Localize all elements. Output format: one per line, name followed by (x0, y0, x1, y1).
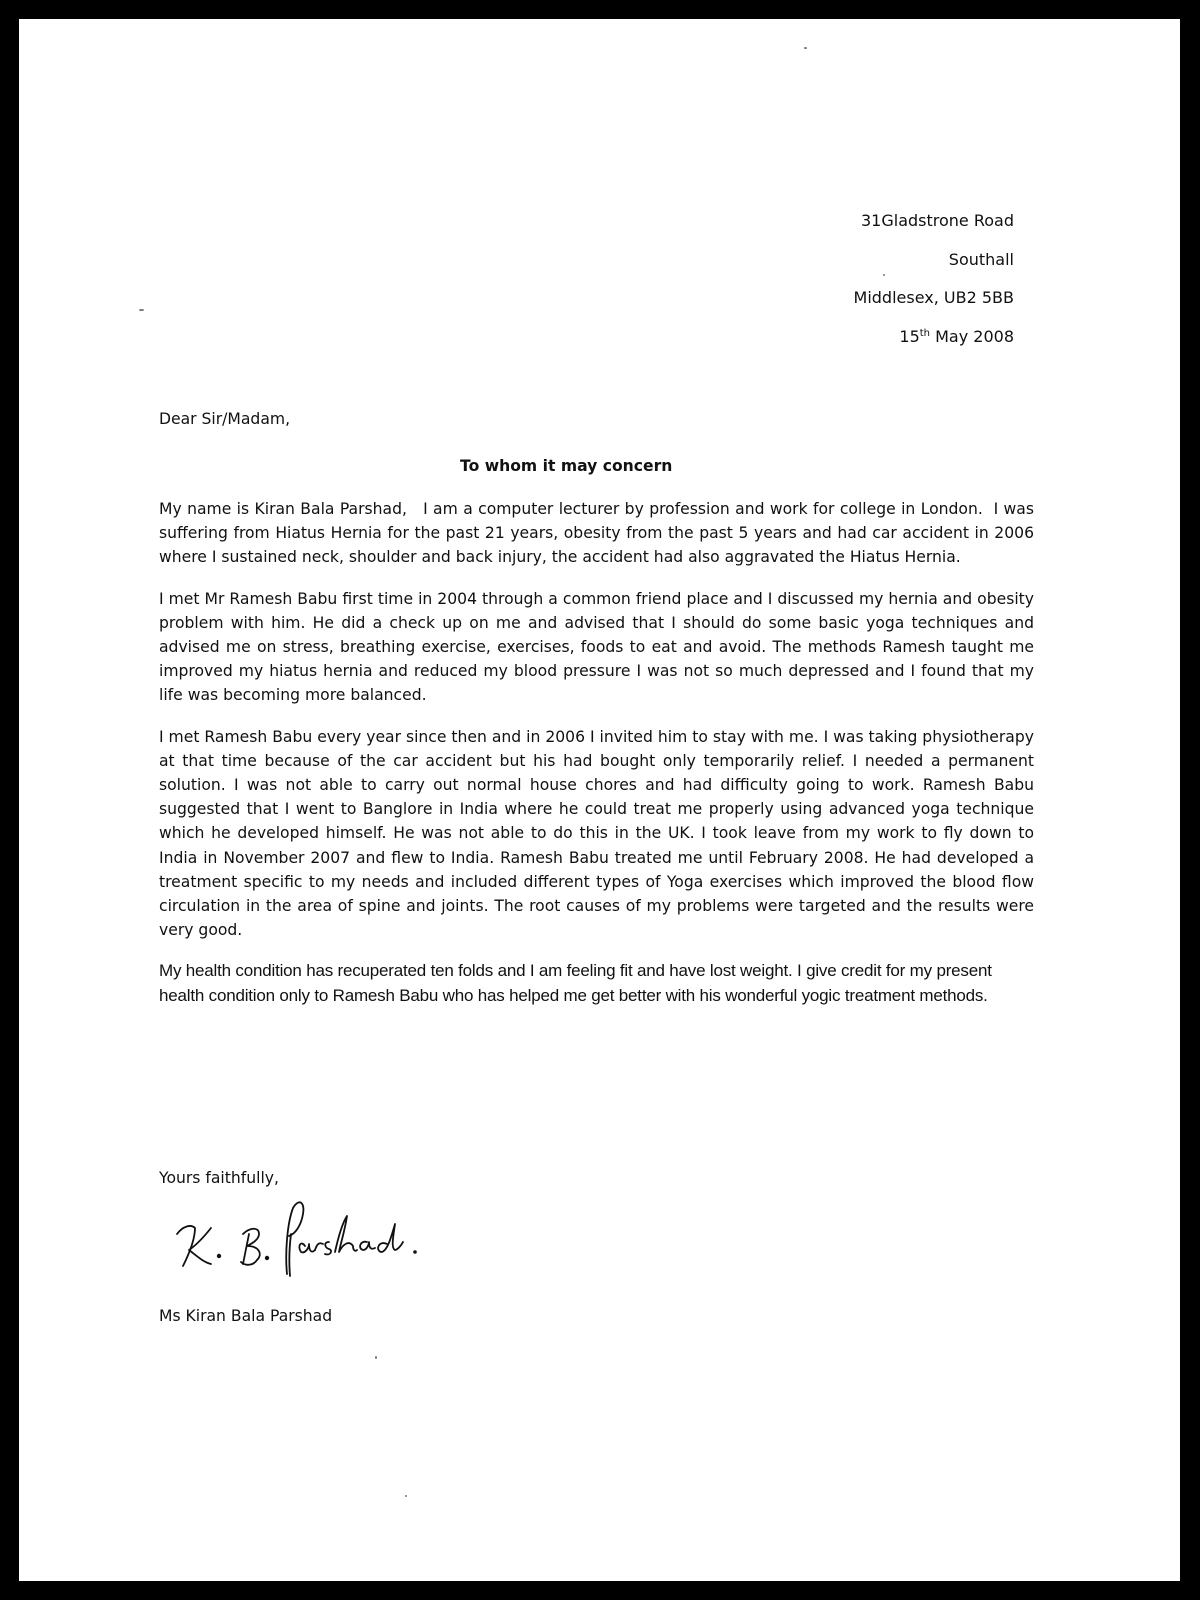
scan-speck (804, 47, 807, 49)
letter-date (854, 318, 1014, 357)
letter-body (159, 497, 1039, 1025)
subject-heading: To whom it may concern (460, 457, 673, 475)
closing: Yours faithfully, (159, 1169, 279, 1187)
date-month-year: May 2008 (930, 326, 1014, 346)
address-line-town: Southall (948, 249, 1014, 269)
signer-name: Ms Kiran Bala Parshad (159, 1307, 333, 1325)
letter-page (19, 19, 1180, 1581)
address-line-street: 31Gladstrone Road (860, 211, 1014, 230)
paragraph-conclusion: My health condition has recuperated ten folds and I am feeling fit and have lost weight. I give credit for my present health condition only to Ramesh Babu who has helped me get better with his wonderful yogic treatment methods. (159, 961, 992, 1005)
paragraph-introduction: My name is Kiran Bala Parshad, I am a computer lecturer by profession and work for college in London. I was suffering from Hiatus Hernia for the past 21 years, obesity from the past 5 years and had car accident in 2006 where I sustained neck, shoulder and back injury, the accident had also aggravated the Hiatus Hernia. (159, 500, 1039, 567)
salutation: Dear Sir/Madam, (159, 410, 291, 428)
sender-address (854, 202, 1014, 356)
handwritten-signature (169, 1194, 439, 1284)
date-suffix: th (919, 327, 931, 339)
paragraph-treatment: I met Ramesh Babu every year since then and in 2006 I invited him to stay with me. I was taking physiotherapy at that time because of the car accident but his had bought only temporarily relief. I needed a permanent solution. I was not able to carry out normal house chores and had difficulty going to work. Ramesh Babu suggested that I went to Banglore in India where he could treat me properly using advanced yoga technique which he developed himself. He was not able to do this in the UK. I took leave from my work to fly down to India in November 2007 and flew to India. Ramesh Babu treated me until February 2008. He had developed a treatment specific to my needs and included different types of Yoga exercises which improved the blood flow circulation in the area of spine and joints. The root causes of my problems were targeted and the results were very good. (159, 727, 1034, 940)
scan-speck (139, 309, 144, 311)
date-day: 15 (899, 326, 920, 346)
address-line-county-postcode: Middlesex, UB2 5BB (853, 288, 1014, 307)
paragraph-first-meeting: I met Mr Ramesh Babu first time in 2004 through a common friend place and I discussed my hernia and obesity problem with him. He did a check up on me and advised that I should do some basic yoga techniques and advised me on stress, breathing exercise, exercises, foods to eat and avoid. The methods Ramesh taught me improved my hiatus hernia and reduced my blood pressure I was not so much depressed and I found that my life was becoming more balanced. (159, 589, 1034, 705)
scan-speck (375, 1356, 377, 1359)
scan-speck (405, 1495, 407, 1497)
scan-speck (883, 274, 885, 276)
